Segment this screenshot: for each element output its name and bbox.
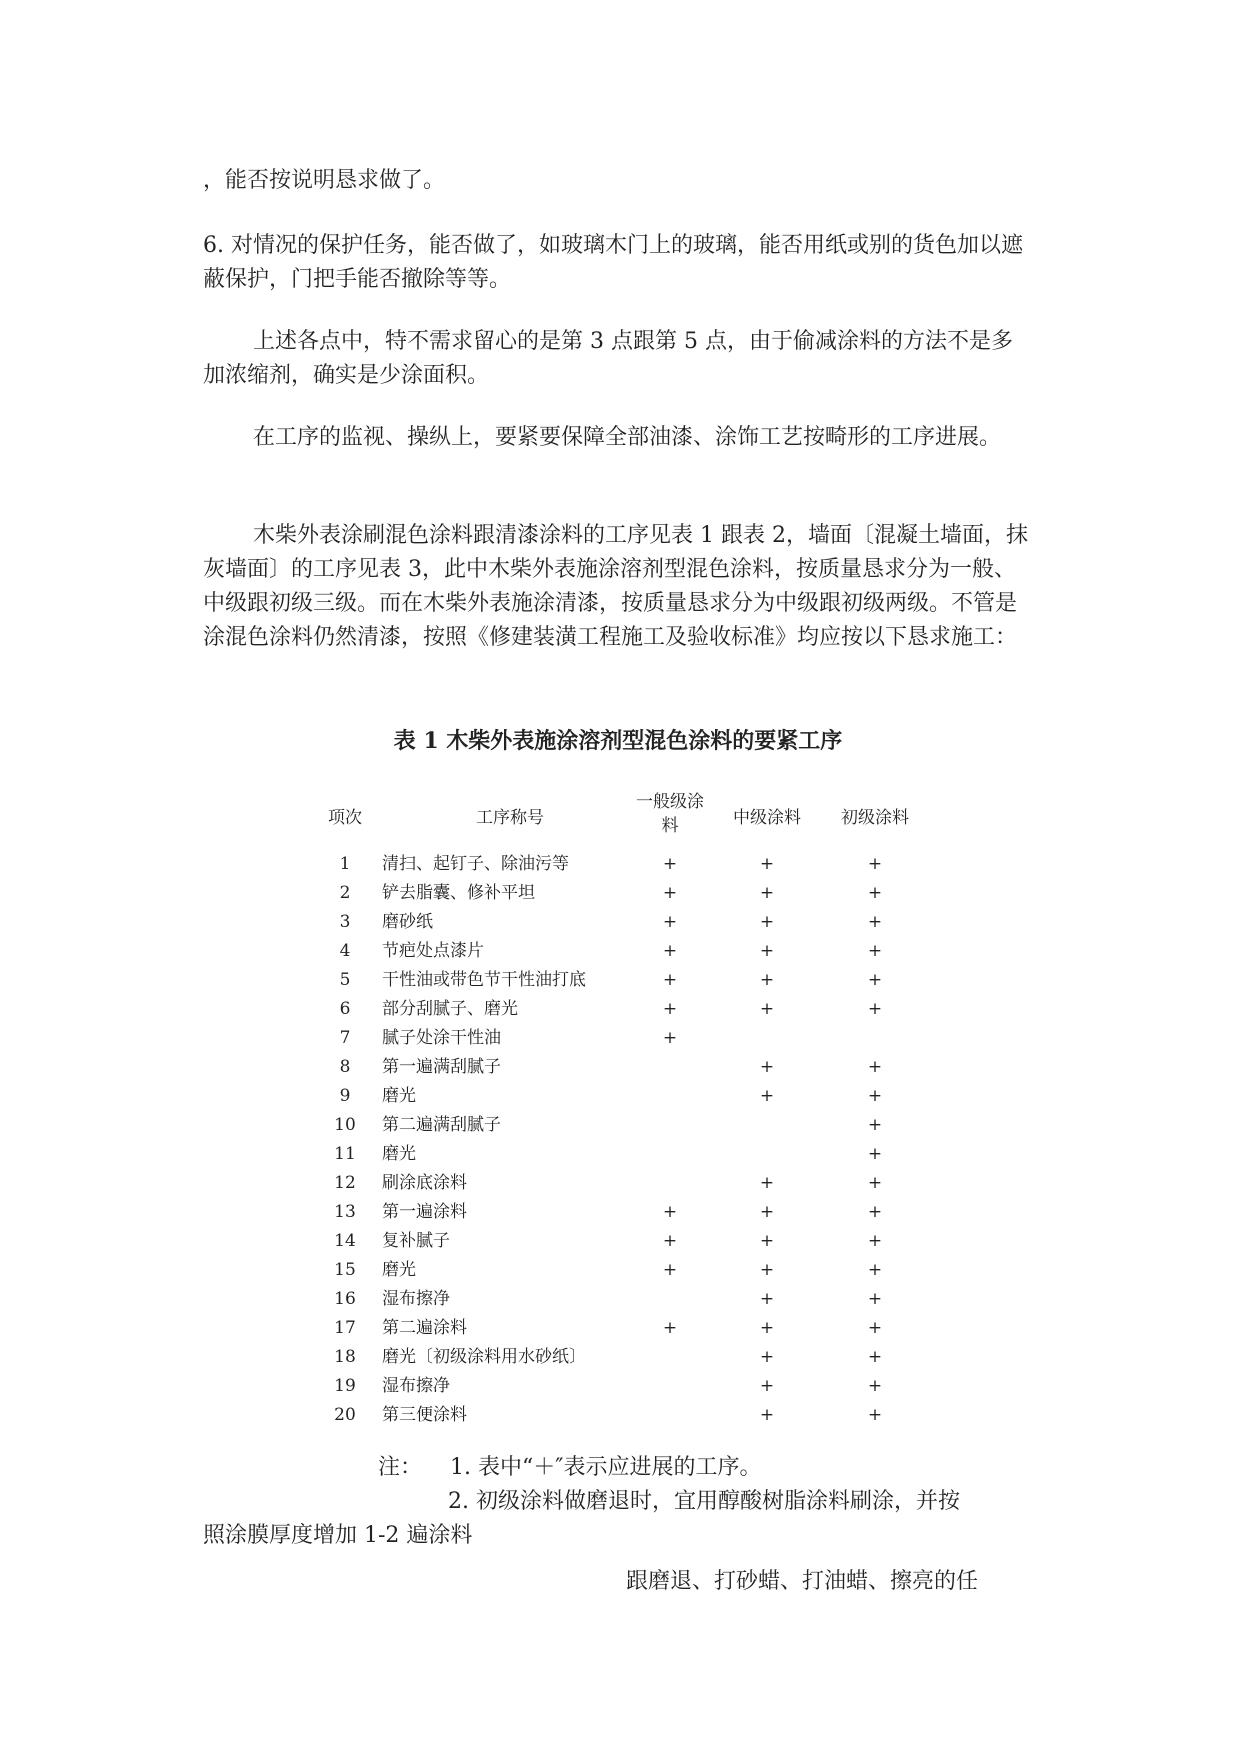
row-medium-mark: + bbox=[759, 912, 775, 932]
row-procedure-name: 第三便涂料 bbox=[382, 1405, 467, 1425]
note-2-line2: 照涂膜厚度增加 1-2 遍涂料 bbox=[203, 1523, 473, 1548]
table-row bbox=[315, 908, 935, 937]
table-row bbox=[315, 1343, 935, 1372]
row-number: 18 bbox=[334, 1347, 356, 1367]
row-advanced-mark: + bbox=[867, 1260, 883, 1280]
header-no: 项次 bbox=[328, 808, 362, 828]
row-procedure-name: 腻子处涂干性油 bbox=[382, 1028, 501, 1048]
row-advanced-mark: + bbox=[867, 970, 883, 990]
row-procedure-name: 节疤处点漆片 bbox=[382, 941, 484, 961]
row-number: 9 bbox=[339, 1086, 351, 1106]
row-advanced-mark: + bbox=[867, 1405, 883, 1425]
table-row bbox=[315, 966, 935, 995]
row-number: 5 bbox=[339, 970, 351, 990]
table-row bbox=[315, 1169, 935, 1198]
row-procedure-name: 第一遍满刮腻子 bbox=[382, 1057, 501, 1077]
row-general-mark: + bbox=[662, 941, 678, 961]
row-number: 15 bbox=[334, 1260, 356, 1280]
row-advanced-mark: + bbox=[867, 1289, 883, 1309]
table-row bbox=[315, 1227, 935, 1256]
row-procedure-name: 第二遍涂料 bbox=[382, 1318, 467, 1338]
row-medium-mark: + bbox=[759, 1057, 775, 1077]
row-procedure-name: 磨光 bbox=[382, 1086, 416, 1106]
row-medium-mark: + bbox=[759, 1376, 775, 1396]
row-number: 1 bbox=[339, 854, 351, 874]
row-general-mark: + bbox=[662, 970, 678, 990]
trailing-text: 跟磨退、打砂蜡、打油蜡、擦亮的任 bbox=[626, 1569, 979, 1594]
row-medium-mark: + bbox=[759, 1289, 775, 1309]
row-number: 16 bbox=[334, 1289, 356, 1309]
row-medium-mark: + bbox=[759, 1173, 775, 1193]
row-number: 7 bbox=[339, 1028, 351, 1048]
row-general-mark: + bbox=[662, 1231, 678, 1251]
row-number: 10 bbox=[334, 1115, 356, 1135]
row-medium-mark: + bbox=[759, 941, 775, 961]
note-label: 注： bbox=[378, 1455, 423, 1480]
header-medium: 中级涂料 bbox=[733, 808, 801, 828]
row-advanced-mark: + bbox=[867, 1057, 883, 1077]
header-name: 工序称号 bbox=[476, 808, 544, 828]
table-row bbox=[315, 1256, 935, 1285]
row-procedure-name: 湿布擦净 bbox=[382, 1289, 450, 1309]
row-medium-mark: + bbox=[759, 1405, 775, 1425]
header-advanced: 初级涂料 bbox=[841, 808, 909, 828]
table-row bbox=[315, 1401, 935, 1430]
row-general-mark: + bbox=[662, 912, 678, 932]
row-medium-mark: + bbox=[759, 854, 775, 874]
table-row bbox=[315, 1314, 935, 1343]
row-number: 12 bbox=[334, 1173, 356, 1193]
row-procedure-name: 铲去脂囊、修补平坦 bbox=[382, 883, 535, 903]
table-row bbox=[315, 1140, 935, 1169]
row-procedure-name: 磨砂纸 bbox=[382, 912, 433, 932]
row-general-mark: + bbox=[662, 1202, 678, 1222]
table-row bbox=[315, 850, 935, 879]
row-advanced-mark: + bbox=[867, 854, 883, 874]
row-number: 2 bbox=[339, 883, 351, 903]
table-row bbox=[315, 879, 935, 908]
row-procedure-name: 湿布擦净 bbox=[382, 1376, 450, 1396]
table-row bbox=[315, 1082, 935, 1111]
row-advanced-mark: + bbox=[867, 1347, 883, 1367]
header-general-line2: 料 bbox=[661, 816, 679, 836]
row-number: 17 bbox=[334, 1318, 356, 1338]
row-number: 4 bbox=[339, 941, 351, 961]
table-row bbox=[315, 1198, 935, 1227]
row-procedure-name: 第一遍涂料 bbox=[382, 1202, 467, 1222]
row-advanced-mark: + bbox=[867, 1086, 883, 1106]
row-advanced-mark: + bbox=[867, 941, 883, 961]
table-row bbox=[315, 1053, 935, 1082]
row-medium-mark: + bbox=[759, 999, 775, 1019]
row-advanced-mark: + bbox=[867, 1318, 883, 1338]
row-general-mark: + bbox=[662, 1260, 678, 1280]
row-medium-mark: + bbox=[759, 1260, 775, 1280]
row-advanced-mark: + bbox=[867, 1173, 883, 1193]
row-number: 14 bbox=[334, 1231, 356, 1251]
row-procedure-name: 部分刮腻子、磨光 bbox=[382, 999, 518, 1019]
row-advanced-mark: + bbox=[867, 1376, 883, 1396]
paragraph-procedures-intro: 木柴外表涂刷混色涂料跟清漆涂料的工序见表 1 跟表 2，墙面〔混凝土墙面，抹灰墙面〕的工序见表 3，此中木柴外表施涂溶剂型混色涂料，按质量恳求分为一般、中级跟初级三级。而在木柴外表施涂清漆，按质量恳求分为中级跟初级两级。不管是涂混色涂料仍然清漆，按照《修建装潢工程施工及验收标准》均应按以下恳求施工： bbox=[203, 523, 1028, 650]
row-advanced-mark: + bbox=[867, 1231, 883, 1251]
row-procedure-name: 干性油或带色节干性油打底 bbox=[382, 970, 586, 990]
table-title: 表 1 木柴外表施涂溶剂型混色涂料的要紧工序 bbox=[393, 728, 843, 754]
paragraph-process-control: 在工序的监视、操纵上，要紧要保障全部油漆、涂饰工艺按畸形的工序进展。 bbox=[253, 425, 1002, 450]
row-procedure-name: 清扫、起钉子、除油污等 bbox=[382, 854, 569, 874]
note-2-line1: 2. 初级涂料做磨退时，宜用醇酸树脂涂料刷涂，并按 bbox=[448, 1489, 960, 1514]
table-row bbox=[315, 1372, 935, 1401]
row-number: 13 bbox=[334, 1202, 356, 1222]
table-row bbox=[315, 995, 935, 1024]
row-number: 3 bbox=[339, 912, 351, 932]
row-procedure-name: 磨光 bbox=[382, 1260, 416, 1280]
paragraph-points-note: 上述各点中，特不需求留心的是第 3 点跟第 5 点，由于偷减涂料的方法不是多加浓缩剂，确实是少涂面积。 bbox=[203, 329, 1013, 388]
table-row bbox=[315, 1285, 935, 1314]
row-general-mark: + bbox=[662, 999, 678, 1019]
row-advanced-mark: + bbox=[867, 1115, 883, 1135]
row-medium-mark: + bbox=[759, 1202, 775, 1222]
row-advanced-mark: + bbox=[867, 999, 883, 1019]
row-advanced-mark: + bbox=[867, 912, 883, 932]
row-general-mark: + bbox=[662, 1028, 678, 1048]
row-advanced-mark: + bbox=[867, 1202, 883, 1222]
row-general-mark: + bbox=[662, 854, 678, 874]
paragraph-continuation: ，能否按说明恳求做了。 bbox=[203, 168, 446, 193]
row-general-mark: + bbox=[662, 1318, 678, 1338]
row-medium-mark: + bbox=[759, 1318, 775, 1338]
row-number: 20 bbox=[334, 1405, 356, 1425]
header-general bbox=[630, 790, 710, 846]
row-procedure-name: 磨光〔初级涂料用水砂纸〕 bbox=[382, 1347, 586, 1367]
table-row bbox=[315, 1111, 935, 1140]
row-medium-mark: + bbox=[759, 1231, 775, 1251]
row-medium-mark: + bbox=[759, 1347, 775, 1367]
row-advanced-mark: + bbox=[867, 883, 883, 903]
header-general-line1: 一般级涂 bbox=[636, 792, 704, 812]
paragraph-item-6: 6. 对情况的保护任务，能否做了，如玻璃木门上的玻璃，能否用纸或别的货色加以遮蔽保护，门把手能否撤除等等。 bbox=[203, 233, 1023, 292]
note-1: 1. 表中“＋″表示应进展的工序。 bbox=[450, 1455, 762, 1480]
row-procedure-name: 复补腻子 bbox=[382, 1231, 450, 1251]
row-number: 19 bbox=[334, 1376, 356, 1396]
row-general-mark: + bbox=[662, 883, 678, 903]
row-number: 8 bbox=[339, 1057, 351, 1077]
row-procedure-name: 磨光 bbox=[382, 1144, 416, 1164]
row-procedure-name: 第二遍满刮腻子 bbox=[382, 1115, 501, 1135]
row-number: 6 bbox=[339, 999, 351, 1019]
row-medium-mark: + bbox=[759, 883, 775, 903]
table-row bbox=[315, 1024, 935, 1053]
row-procedure-name: 刷涂底涂料 bbox=[382, 1173, 467, 1193]
row-medium-mark: + bbox=[759, 1086, 775, 1106]
table-row bbox=[315, 937, 935, 966]
row-medium-mark: + bbox=[759, 970, 775, 990]
row-number: 11 bbox=[334, 1144, 356, 1164]
row-advanced-mark: + bbox=[867, 1144, 883, 1164]
